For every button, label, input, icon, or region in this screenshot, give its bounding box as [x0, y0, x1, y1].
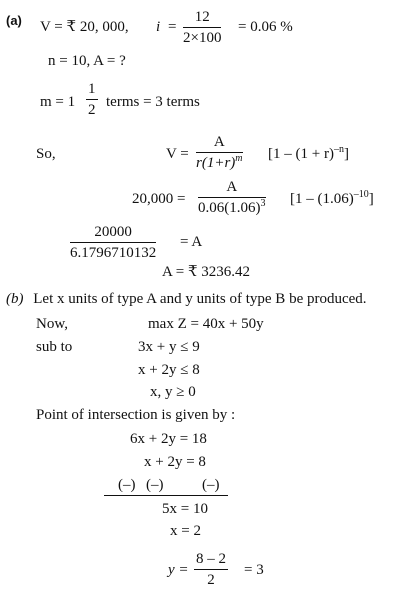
final-answer: A = ₹ 3236.42 [162, 264, 251, 280]
y-fraction-numerator: 8 – 2 [194, 550, 228, 570]
substitution-rhs [290, 190, 374, 208]
rate-fraction-numerator: 12 [183, 8, 221, 28]
part-a-label: (a) [6, 13, 22, 28]
i-symbol: i [156, 19, 161, 35]
formula-denominator-base: r(1+r) [196, 155, 236, 171]
y-fraction [194, 550, 228, 589]
half-fraction [86, 80, 98, 119]
formula-lhs: V = [166, 146, 189, 162]
equation-3: 5x = 10 [162, 501, 208, 517]
formula-rhs-base: [1 – (1 + r) [268, 146, 334, 162]
constraint-2: x + 2y ≤ 8 [138, 362, 200, 378]
substitution-rhs-exponent: –10 [353, 189, 369, 200]
half-denominator: 2 [88, 102, 96, 118]
substitution-denominator-base: 0.06(1.06) [198, 200, 261, 216]
rate-fraction-denominator: 2×100 [183, 30, 222, 46]
sign-1: (–) [118, 477, 136, 493]
terms-text: terms = 3 terms [106, 94, 200, 110]
y-solution-rhs: = 3 [244, 562, 264, 578]
part-b-row [6, 290, 367, 308]
intersection-heading: Point of intersection is given by : [36, 407, 236, 423]
subject-to-label: sub to [36, 339, 73, 355]
sign-3: (–) [202, 477, 220, 493]
division-numerator: 20000 [70, 223, 156, 243]
formula-rhs-close: ] [343, 146, 349, 162]
subtraction-rule [104, 495, 228, 496]
x-solution: x = 2 [170, 523, 201, 539]
formula-rhs [268, 145, 349, 163]
n-and-a-line: n = 10, A = ? [48, 53, 126, 69]
substitution-denominator-exponent: 3 [260, 198, 266, 209]
so-label: So, [36, 146, 56, 162]
y-solution-lhs: y = [168, 562, 189, 578]
part-b-intro: Let x units of type A and y units of type B be produced. [33, 291, 367, 307]
formula-rhs-exponent: –n [333, 144, 344, 155]
half-numerator: 1 [86, 80, 98, 100]
now-label: Now, [36, 316, 68, 332]
substitution-fraction [198, 178, 266, 217]
formula-denominator-exponent: m [235, 153, 243, 164]
constraint-1: 3x + y ≤ 9 [138, 339, 200, 355]
substitution-rhs-close: ] [368, 191, 374, 207]
y-fraction-denominator: 2 [207, 572, 215, 588]
equation-2: x + 2y = 8 [144, 454, 206, 470]
substitution-rhs-base: [1 – (1.06) [290, 191, 354, 207]
i-equals: = [168, 19, 177, 35]
m-value-text: m = 1 [40, 94, 76, 110]
v-value-text: V = ₹ 20, 000, [40, 19, 129, 35]
division-fraction [70, 223, 156, 262]
substitution-lhs: 20,000 = [132, 191, 186, 207]
equation-1: 6x + 2y = 18 [130, 431, 207, 447]
formula-fraction [196, 133, 243, 172]
formula-numerator: A [196, 133, 243, 153]
rate-fraction [183, 8, 221, 47]
substitution-numerator: A [198, 178, 266, 198]
sign-2: (–) [146, 477, 164, 493]
division-rhs: = A [180, 234, 203, 250]
substitution-denominator [198, 198, 266, 217]
constraint-3: x, y ≥ 0 [150, 384, 196, 400]
rate-result: = 0.06 % [238, 19, 293, 35]
part-b-label: (b) [6, 291, 24, 307]
formula-denominator [196, 153, 243, 172]
objective-function: max Z = 40x + 50y [148, 316, 264, 332]
division-denominator: 6.1796710132 [70, 245, 157, 261]
